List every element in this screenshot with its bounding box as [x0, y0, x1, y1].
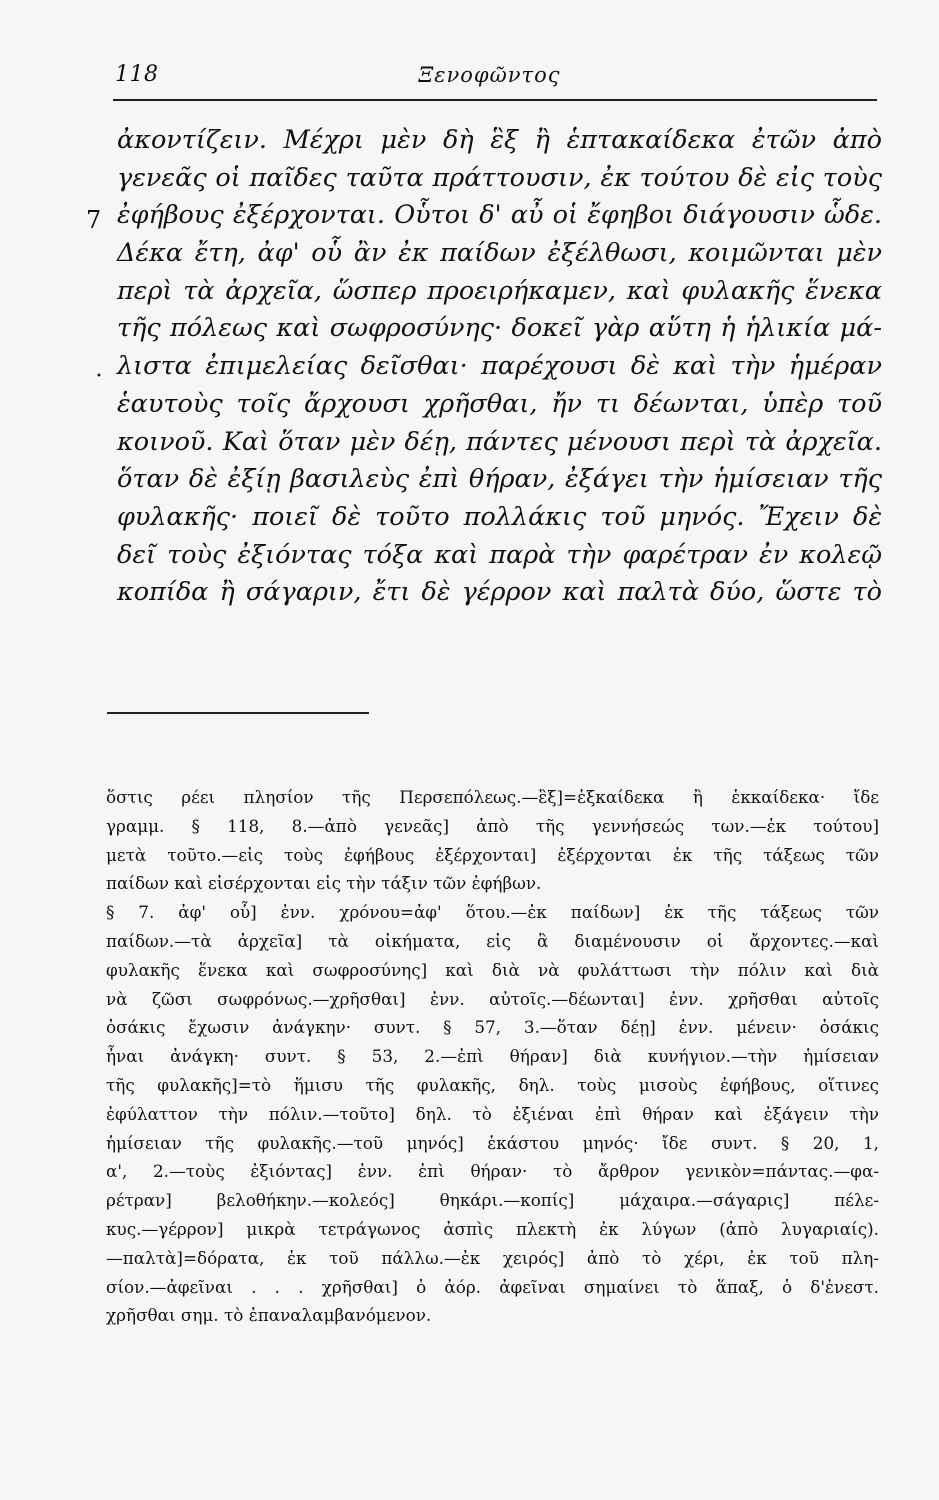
margin-dot: • — [96, 371, 102, 382]
note-line: χρῆσθαι σημ. τὸ ἐπαναλαμβανόμενον. — [106, 1305, 432, 1326]
note-line: σίον.—ἀφεῖναι . . . χρῆσθαι] ὁ ἀόρ. ἀφεῖναι σημαίνει τὸ ἅπαξ, ὁ δ'ἐνεστ. — [106, 1276, 879, 1297]
main-line: λιστα ἐπιμελείας δεῖσθαι· παρέχουσι δὲ καὶ τὴν ἡμέραν — [117, 351, 882, 382]
note-line: γραμμ. § 118, 8.—ἀπὸ γενεᾶς] ἀπὸ τῆς γεννήσεώς των.—ἐκ τούτου] — [106, 815, 879, 836]
main-line: κοινοῦ. Καὶ ὅταν μὲν δέῃ, πάντες μένουσι περὶ τὰ ἀρχεῖα. — [117, 426, 882, 457]
main-line: ἀκοντίζειν. Μέχρι μὲν δὴ ἓξ ἢ ἑπτακαίδεκα ἐτῶν ἀπὸ — [117, 125, 882, 155]
main-line: δεῖ τοὺς ἐξιόντας τόξα καὶ παρὰ τὴν φαρέτραν ἐν κολεῷ — [117, 539, 882, 570]
main-line: τῆς πόλεως καὶ σωφροσύνης· δοκεῖ γὰρ αὕτη ἡ ἡλικία μά- — [117, 313, 882, 344]
note-line: § 7. ἀφ' οὗ] ἐνν. χρόνου=ἀφ' ὅτου.—ἐκ παίδων] ἐκ τῆς τάξεως τῶν — [106, 902, 879, 923]
note-line: ὁσάκις ἔχωσιν ἀνάγκην· συντ. § 57, 3.—ὅταν δέῃ] ἐνν. μένειν· ὁσάκις — [106, 1017, 879, 1038]
note-line: ρέτραν] βελοθήκην.—κολεός] θηκάρι.—κοπίς] μάχαιρα.—σάγαρις] πέλε- — [106, 1190, 879, 1211]
page-number: 118 — [115, 62, 159, 87]
note-line: παίδων.—τὰ ἀρχεῖα] τὰ οἰκήματα, εἰς ἃ διαμένουσιν οἱ ἄρχοντες.—καὶ — [106, 930, 879, 951]
main-line: ἑαυτοὺς τοῖς ἄρχουσι χρῆσθαι, ἤν τι δέωνται, ὑπὲρ τοῦ — [117, 388, 882, 419]
main-line: Δέκα ἔτη, ἀφ' οὗ ἂν ἐκ παίδων ἐξέλθωσι, κοιμῶνται μὲν — [117, 238, 882, 269]
footnotes — [106, 783, 879, 1330]
note-line: ἡμίσειαν τῆς φυλακῆς.—τοῦ μηνός] ἑκάστου μηνός· ἴδε συντ. § 20, 1, — [106, 1132, 879, 1153]
note-line: μετὰ τοῦτο.—εἰς τοὺς ἐφήβους ἐξέρχονται] ἐξέρχονται ἐκ τῆς τάξεως τῶν — [106, 844, 879, 865]
note-line: νὰ ζῶσι σωφρόνως.—χρῆσθαι] ἐνν. αὐτοῖς.—δέωνται] ἐνν. χρῆσθαι αὐτοῖς — [106, 988, 879, 1009]
main-line: ὅταν δὲ ἐξίῃ βασιλεὺς ἐπὶ θήραν, ἐξάγει τὴν ἡμίσειαν τῆς — [117, 464, 882, 495]
section-marker: 7 — [86, 206, 102, 234]
note-line: κυς.—γέρρον] μικρὰ τετράγωνος ἀσπὶς πλεκτὴ ἐκ λύγων (ἀπὸ λυγαριαίς). — [106, 1218, 879, 1239]
footnote-rule — [107, 712, 369, 714]
note-line: α', 2.—τοὺς ἐξιόντας] ἐνν. ἐπὶ θήραν· τὸ ἄρθρον γενικὸν=πάντας.—φα- — [106, 1161, 879, 1182]
note-line: —παλτὰ]=δόρατα, ἐκ τοῦ πάλλω.—ἐκ χειρός] ἀπὸ τὸ χέρι, ἐκ τοῦ πλη- — [106, 1247, 879, 1268]
note-line: παίδων καὶ εἰσέρχονται εἰς τὴν τάξιν τῶν ἐφήβων. — [106, 873, 542, 894]
main-line: φυλακῆς· ποιεῖ δὲ τοῦτο πολλάκις τοῦ μηνός. Ἔχειν δὲ — [117, 501, 882, 532]
header-rule — [113, 99, 877, 101]
note-line: τῆς φυλακῆς]=τὸ ἥμισυ τῆς φυλακῆς, δηλ. τοὺς μισοὺς ἐφήβους, οἵτινες — [106, 1074, 879, 1095]
running-title: Ξενοφῶντος — [418, 63, 561, 87]
main-line: κοπίδα ἢ σάγαριν, ἔτι δὲ γέρρον καὶ παλτὰ δύο, ὥστε τὸ — [117, 577, 882, 608]
main-line: ἐφήβους ἐξέρχονται. Οὗτοι δ' αὖ οἱ ἔφηβοι διάγουσιν ὧδε. — [117, 200, 882, 231]
main-line: γενεᾶς οἱ παῖδες ταῦτα πράττουσιν, ἐκ τούτου δὲ εἰς τοὺς — [117, 162, 882, 193]
main-text — [117, 122, 882, 612]
main-line: περὶ τὰ ἀρχεῖα, ὥσπερ προειρήκαμεν, καὶ φυλακῆς ἕνεκα — [117, 275, 882, 306]
note-line: ὅστις ρέει πλησίον τῆς Περσεπόλεως.—ἓξ]=ἑξκαίδεκα ἢ ἑκκαίδεκα· ἴδε — [106, 787, 879, 807]
note-line: φυλακῆς ἕνεκα καὶ σωφροσύνης] καὶ διὰ νὰ φυλάττωσι τὴν πόλιν καὶ διὰ — [106, 959, 879, 980]
note-line: ἦναι ἀνάγκη· συντ. § 53, 2.—ἐπὶ θήραν] διὰ κυνήγιον.—τὴν ἡμίσειαν — [106, 1046, 879, 1067]
note-line: ἐφύλαττον τὴν πόλιν.—τοῦτο] δηλ. τὸ ἐξιέναι ἐπὶ θήραν καὶ ἐξάγειν τὴν — [106, 1103, 879, 1124]
